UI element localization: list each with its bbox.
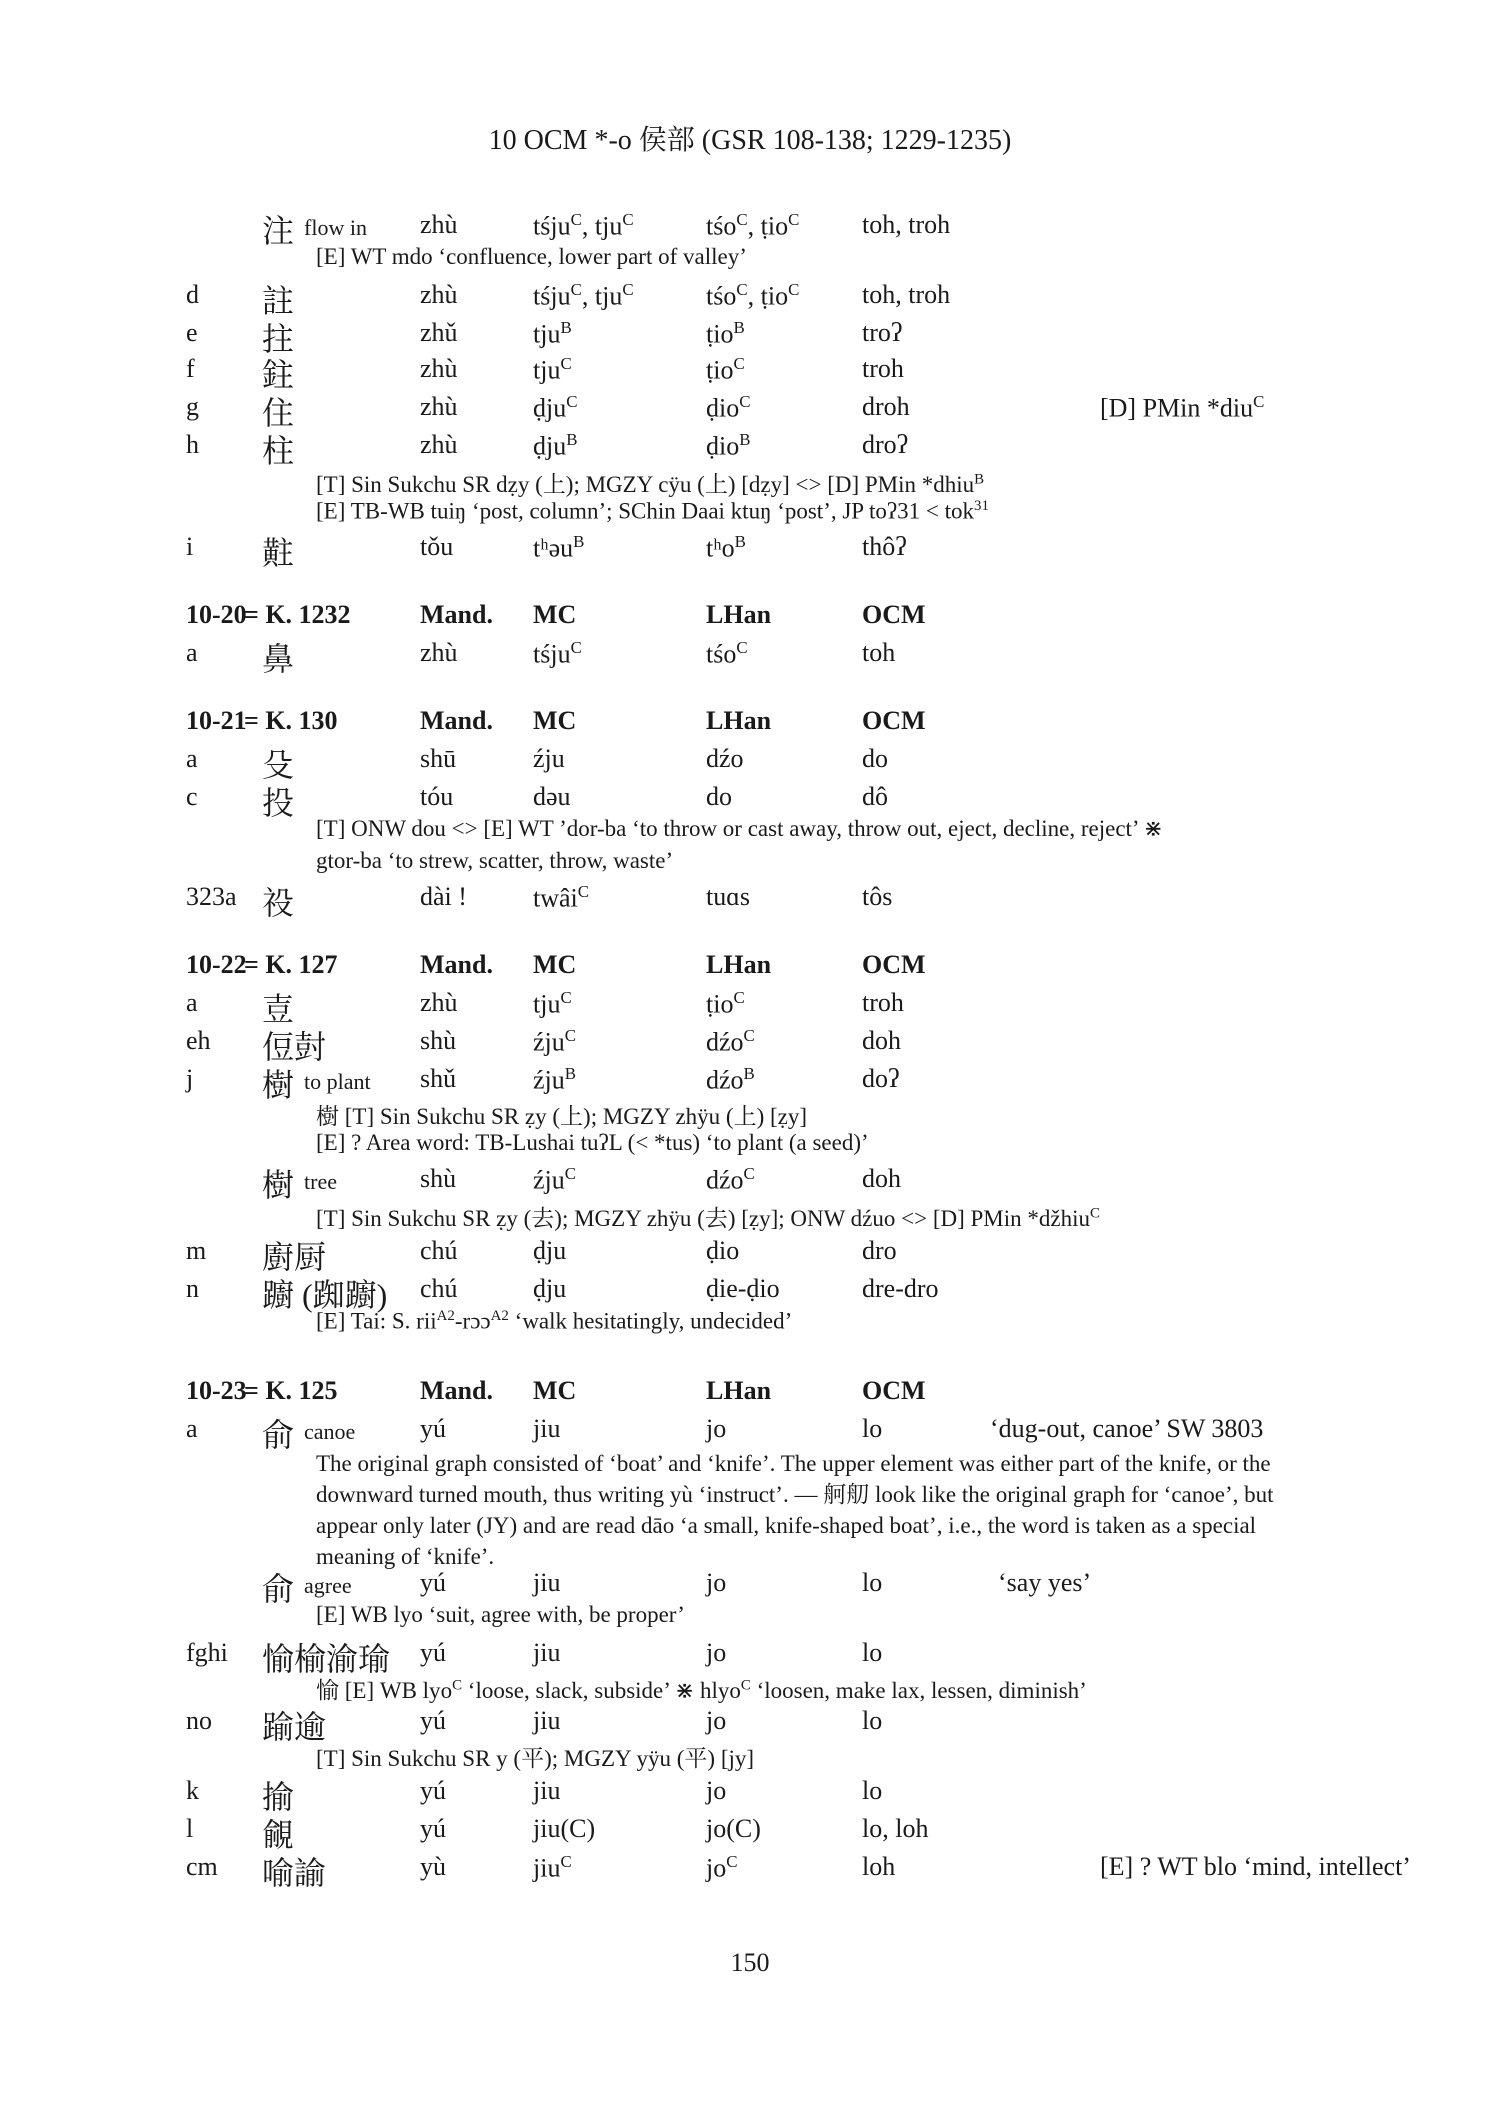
graph: 俞 (262, 1417, 295, 1453)
old-chinese: doʔ (862, 1064, 900, 1093)
entry-id: c (186, 782, 198, 811)
old-chinese: lo (862, 1414, 883, 1443)
entry-row (0, 392, 1500, 430)
mandarin: yú (420, 1414, 446, 1443)
old-chinese: toh, troh (862, 280, 951, 309)
middle-chinese: jiu (533, 1638, 561, 1667)
entry-row (0, 782, 1500, 820)
graph: = K. 1232 (244, 600, 351, 629)
entry-id: no (186, 1706, 212, 1735)
graph: 柱 (262, 433, 295, 469)
graph: = K. 125 (244, 1376, 338, 1405)
later-han: jo(C) (706, 1814, 761, 1843)
old-chinese: dre-dro (862, 1274, 939, 1303)
mandarin: shū (420, 744, 457, 773)
entry-id: a (186, 638, 198, 667)
entry-id: 10-22 (186, 950, 247, 979)
mandarin: shǔ (420, 1064, 457, 1093)
later-han: ṭio$^B$ (706, 318, 745, 349)
entry-note: 愉 [E] WB lyo$^C$ ‘loose, slack, subside’ ⋇ hlyo$^C$ ‘loosen, make lax, lessen, diminish’ (316, 1677, 1087, 1703)
middle-chinese: ḍju (533, 1274, 567, 1303)
entry-row (0, 638, 1500, 676)
later-han: LHan (706, 600, 772, 629)
series-header-row (0, 950, 1500, 988)
comment: [D] PMin *diu$^C$ (1100, 392, 1265, 423)
old-chinese: thôʔ (862, 532, 907, 561)
entry-row (0, 988, 1500, 1026)
middle-chinese: tju$^C$ (533, 354, 572, 385)
entry-row (0, 1164, 1500, 1202)
graph: 喻諭 (262, 1855, 327, 1891)
middle-chinese: jiu$^C$ (533, 1852, 572, 1883)
entry-paragraph: The original graph consisted of ‘boat’ and ‘knife’. The upper element was either part of the knife, or the downward turned mouth, thus writing yù ‘instruct’. — 舸舠 look like the original graph for ‘canoe’, but appear only later (JY) and are read dāo ‘a small, knife-shaped boat’, i.e., the word is taken as a special meaning of ‘knife’. (316, 1451, 1274, 1569)
middle-chinese: jiu (533, 1568, 561, 1597)
mandarin: yú (420, 1706, 446, 1735)
middle-chinese: MC (533, 706, 577, 735)
later-han: jo (706, 1706, 727, 1735)
mandarin: yú (420, 1638, 446, 1667)
old-chinese: lo (862, 1638, 883, 1667)
mandarin: zhù (420, 638, 458, 667)
graph: 黈 (262, 535, 295, 571)
gloss: tree (304, 1169, 337, 1194)
later-han: do (706, 782, 732, 811)
old-chinese: OCM (862, 1376, 926, 1405)
entry-row (0, 1236, 1500, 1274)
later-han: $jo^C$ (706, 1852, 738, 1883)
series-header-row (0, 1376, 1500, 1414)
entry-id: g (186, 392, 199, 421)
old-chinese: dro (862, 1236, 897, 1265)
graph: 注 (262, 213, 295, 249)
mandarin: chú (420, 1274, 458, 1303)
middle-chinese: MC (533, 600, 577, 629)
old-chinese: loh (862, 1852, 896, 1881)
graph: 殳 (262, 747, 295, 783)
mandarin: yú (420, 1814, 446, 1843)
graph: 鉒 (262, 357, 295, 393)
middle-chinese: tśju$^C$, tju$^C$ (533, 210, 634, 241)
mandarin: chú (420, 1236, 458, 1265)
later-han: LHan (706, 706, 772, 735)
middle-chinese: MC (533, 1376, 577, 1405)
graph: 揄 (262, 1779, 295, 1815)
graph: 祋 (262, 885, 295, 921)
entry-id: f (186, 354, 195, 383)
mandarin: dài ! (420, 882, 467, 911)
later-han: jo (706, 1776, 727, 1805)
middle-chinese: tśju$^C$, tju$^C$ (533, 280, 634, 311)
middle-chinese: jiu (533, 1706, 561, 1735)
entry-id: d (186, 280, 199, 309)
entry-id: 10-20 (186, 600, 247, 629)
later-han: ṭio$^C$ (706, 354, 745, 385)
page-number: 150 (730, 1948, 770, 1977)
middle-chinese: jiu (533, 1414, 561, 1443)
mandarin: yú (420, 1776, 446, 1805)
graph: 躕 (踟躕) (262, 1277, 388, 1313)
entry-note: [E] TB-WB tuiŋ ‘post, column’; SChin Daai ktuŋ ‘post’, JP toʔ31 < tok$^{31}$ (316, 498, 989, 524)
entry-id: a (186, 1414, 198, 1443)
mandarin: yú (420, 1568, 446, 1597)
later-han: ḍio$^B$ (706, 430, 751, 461)
entry-note: 樹 [T] Sin Sukchu SR ẓy (上); MGZY zhÿu (上) [ẓy] (316, 1104, 808, 1129)
graph: = K. 130 (244, 706, 338, 735)
entry-row (0, 1568, 1500, 1606)
middle-chinese: źju (533, 744, 565, 773)
old-chinese: OCM (862, 706, 926, 735)
entry-row (0, 1776, 1500, 1814)
entry-note: [E] WB lyo ‘suit, agree with, be proper’ (316, 1602, 685, 1627)
entry-row (0, 1852, 1500, 1890)
mandarin: tǒu (420, 532, 454, 561)
mandarin: zhù (420, 210, 458, 239)
graph: 踰逾 (262, 1709, 327, 1745)
old-chinese: lo, loh (862, 1814, 929, 1843)
old-chinese: lo (862, 1706, 883, 1735)
entry-id: h (186, 430, 199, 459)
entry-row (0, 1026, 1500, 1064)
mandarin: Mand. (420, 1376, 493, 1405)
old-chinese: OCM (862, 600, 926, 629)
graph: 樹 (262, 1067, 295, 1103)
graph: 投 (262, 785, 295, 821)
mandarin: tóu (420, 782, 454, 811)
mandarin: zhǔ (420, 318, 458, 347)
later-han: tśo$^C$ (706, 638, 748, 669)
graph: 俞 (262, 1571, 295, 1607)
gloss: agree (304, 1573, 352, 1598)
mandarin: zhù (420, 354, 458, 383)
entry-id: 323a (186, 882, 237, 911)
old-chinese: doh (862, 1026, 901, 1055)
entry-id: cm (186, 1852, 218, 1881)
later-han: dźo$^B$ (706, 1064, 755, 1095)
old-chinese: toh, troh (862, 210, 951, 239)
entry-note: [T] Sin Sukchu SR dẓy (上); MGZY cÿu (上) [dẓy] <> [D] PMin *dhiu$^B$ (316, 471, 985, 497)
graph: 住 (262, 395, 295, 431)
comment: [E] ? WT blo ‘mind, intellect’ (1100, 1852, 1411, 1881)
entry-id: l (186, 1814, 194, 1843)
middle-chinese: ḍju (533, 1236, 567, 1265)
later-han: jo (706, 1638, 727, 1667)
later-han: LHan (706, 950, 772, 979)
later-han: ḍio$^C$ (706, 392, 751, 423)
graph: 拄 (262, 321, 295, 357)
graph: 覦 (262, 1817, 295, 1853)
middle-chinese: tśju$^C$ (533, 638, 582, 669)
later-han: tuɑs (706, 882, 750, 911)
later-han: tʰo$^B$ (706, 532, 746, 563)
old-chinese: lo (862, 1776, 883, 1805)
entry-id: a (186, 988, 198, 1017)
later-han: LHan (706, 1376, 772, 1405)
middle-chinese: jiu(C) (533, 1814, 596, 1843)
graph: 愉榆渝瑜 (262, 1641, 391, 1677)
middle-chinese: tʰəu$^B$ (533, 532, 585, 563)
middle-chinese: jiu (533, 1776, 561, 1805)
later-han: tśo$^C$, ṭio$^C$ (706, 280, 800, 311)
middle-chinese: MC (533, 950, 577, 979)
later-han: ḍio (706, 1236, 740, 1265)
entry-row (0, 318, 1500, 356)
entry-id: 10-23 (186, 1376, 247, 1405)
middle-chinese: twâi$^C$ (533, 882, 590, 913)
later-han: tśo$^C$, ṭio$^C$ (706, 210, 800, 241)
entry-id: 10-21 (186, 706, 247, 735)
mandarin: Mand. (420, 950, 493, 979)
entry-id: e (186, 318, 198, 347)
mandarin: yù (420, 1852, 446, 1881)
later-han: dźo$^C$ (706, 1164, 755, 1195)
entry-note: [E] Tai: S. rii$^{A2}$-rɔɔ$^{A2}$ ‘walk hesitatingly, undecided’ (316, 1308, 793, 1334)
mandarin: zhù (420, 988, 458, 1017)
graph: 鼻 (262, 641, 295, 677)
mandarin: zhù (420, 430, 458, 459)
old-chinese: dô (862, 782, 888, 811)
gloss: flow in (304, 215, 367, 240)
entry-note: [T] Sin Sukchu SR y (平); MGZY yÿu (平) [jy] (316, 1746, 755, 1771)
gloss: canoe (304, 1419, 356, 1444)
graph: 樹 (262, 1167, 295, 1203)
entry-id: eh (186, 1026, 211, 1055)
entry-row (0, 532, 1500, 570)
entry-id: fghi (186, 1638, 228, 1667)
later-han: jo (706, 1568, 727, 1597)
entry-row (0, 1706, 1500, 1744)
mandarin: zhù (420, 392, 458, 421)
graph: = K. 127 (244, 950, 338, 979)
later-han: dźo (706, 744, 744, 773)
later-han: ḍie-ḍio (706, 1274, 780, 1303)
entry-id: i (186, 532, 194, 561)
mandarin: Mand. (420, 706, 493, 735)
old-chinese: droʔ (862, 430, 909, 459)
entry-row (0, 744, 1500, 782)
mandarin: Mand. (420, 600, 493, 629)
mandarin: shù (420, 1164, 457, 1193)
middle-chinese: tju$^C$ (533, 988, 572, 1019)
entry-id: n (186, 1274, 199, 1303)
later-han: dźo$^C$ (706, 1026, 755, 1057)
middle-chinese: źju$^B$ (533, 1064, 577, 1095)
entry-note: gtor-ba ‘to strew, scatter, throw, waste’ (316, 848, 674, 873)
graph: 壴 (262, 991, 295, 1027)
series-header-row (0, 600, 1500, 638)
entry-row (0, 354, 1500, 392)
gloss: to plant (304, 1069, 371, 1094)
series-header-row (0, 706, 1500, 744)
entry-id: m (186, 1236, 207, 1265)
entry-row (0, 210, 1500, 248)
old-chinese: droh (862, 392, 910, 421)
entry-note: [T] Sin Sukchu SR ẓy (去); MGZY zhÿu (去) [ẓy]; ONW dźuo <> [D] PMin *džhiu$^C$ (316, 1205, 1100, 1231)
old-chinese: troʔ (862, 318, 903, 347)
old-chinese: tôs (862, 882, 893, 911)
old-chinese: OCM (862, 950, 926, 979)
old-chinese: lo (862, 1568, 883, 1597)
entry-id: a (186, 744, 198, 773)
entry-row (0, 1064, 1500, 1102)
entry-row (0, 1638, 1500, 1676)
graph: 廚厨 (262, 1239, 327, 1275)
entry-row (0, 1814, 1500, 1852)
middle-chinese: źju$^C$ (533, 1026, 577, 1057)
mandarin: zhù (420, 280, 458, 309)
entry-note: [E] WT mdo ‘confluence, lower part of valley’ (316, 244, 747, 269)
graph: 侸尌 (262, 1029, 327, 1065)
comment: ‘say yes’ (998, 1568, 1092, 1597)
middle-chinese: ḍju$^B$ (533, 430, 578, 461)
old-chinese: troh (862, 988, 904, 1017)
running-header: 10 OCM *-o 侯部 (GSR 108-138; 1229-1235) (488, 125, 1012, 156)
entry-row (0, 280, 1500, 318)
mandarin: shù (420, 1026, 457, 1055)
middle-chinese: źju$^C$ (533, 1164, 577, 1195)
entry-id: k (186, 1776, 199, 1805)
middle-chinese: tju$^B$ (533, 318, 572, 349)
old-chinese: doh (862, 1164, 901, 1193)
entry-note: [T] ONW dou <> [E] WT ’dor-ba ‘to throw or cast away, throw out, eject, decline, reject’ ⋇ (316, 816, 1163, 841)
entry-row (0, 1414, 1500, 1452)
entry-note: [E] ? Area word: TB-Lushai tuʔL (< *tus) ‘to plant (a seed)’ (316, 1130, 869, 1155)
middle-chinese: dəu (533, 782, 571, 811)
old-chinese: troh (862, 354, 904, 383)
graph: 註 (262, 283, 295, 319)
entry-id: j (186, 1064, 194, 1093)
entry-row (0, 1274, 1500, 1312)
entry-row (0, 430, 1500, 468)
middle-chinese: ḍju$^C$ (533, 392, 578, 423)
old-chinese: do (862, 744, 888, 773)
comment: ‘dug-out, canoe’ SW 3803 (990, 1414, 1264, 1443)
entry-row (0, 882, 1500, 920)
later-han: ṭio$^C$ (706, 988, 745, 1019)
old-chinese: toh (862, 638, 896, 667)
later-han: jo (706, 1414, 727, 1443)
